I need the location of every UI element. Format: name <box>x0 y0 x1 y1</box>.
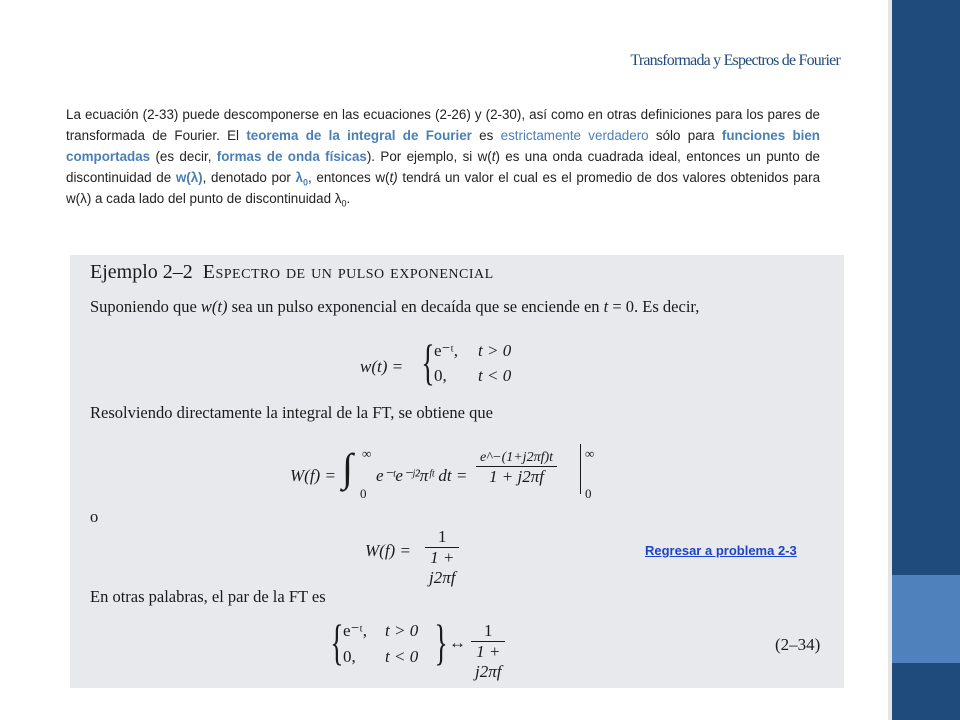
case-value: e⁻ᵗ, <box>343 621 368 640</box>
italic-var: t) <box>389 170 398 185</box>
text-run: Suponiendo que <box>90 297 201 316</box>
text-run: , denotado por <box>202 170 296 185</box>
body-paragraph <box>66 104 820 209</box>
italic-var: t <box>491 149 496 164</box>
fraction-denominator: 1 + j2πf <box>476 466 557 487</box>
highlight-term: formas de onda físicas <box>216 149 367 164</box>
text-run: = 0. Es decir, <box>608 297 700 316</box>
case-condition: t < 0 <box>385 647 419 666</box>
eval-upper: ∞ <box>585 446 595 461</box>
text-run: tendrá un valor el cual es el promedio de dos valores obtenidos para w(λ) a cada lado del punto de discontinuidad λ <box>66 170 821 206</box>
case-value: 0, <box>343 647 356 666</box>
example-heading <box>90 261 494 284</box>
eq4-fraction <box>471 621 505 682</box>
case-value: e⁻ᵗ, <box>434 341 459 360</box>
example-box <box>70 255 844 688</box>
evaluation-bar <box>580 444 581 494</box>
fraction-denominator: 1 + j2πf <box>425 547 459 588</box>
text-run: ). Por ejemplo, si w( <box>366 149 492 164</box>
subscript: 0 <box>302 177 308 188</box>
fraction-denominator: 1 + j2πf <box>471 641 505 682</box>
text-run: , entonces w( <box>308 170 390 185</box>
fraction-numerator: 1 <box>437 527 447 546</box>
left-brace: { <box>330 614 344 670</box>
integral-upper: ∞ <box>362 446 372 461</box>
lambda-symbol: λ <box>295 170 303 185</box>
highlight-term: teorema de la integral de Fourier <box>246 128 472 143</box>
case-condition: t > 0 <box>478 341 512 360</box>
highlight-term <box>295 170 308 188</box>
integrand: e⁻ᵗe⁻ʲ²πᶠᵗ dt = <box>376 466 468 485</box>
sidebar-accent-block <box>888 575 960 663</box>
eq2-fraction <box>476 450 557 487</box>
eq-lhs: W(f) = <box>365 541 411 560</box>
fraction-numerator: 1 <box>483 621 493 640</box>
integral-sign: ∫ <box>342 445 353 490</box>
case-value: 0, <box>434 366 447 385</box>
page-gutter <box>888 0 892 720</box>
right-brace: { <box>434 614 448 670</box>
highlight-term: w(λ) <box>175 170 203 185</box>
example-title: Espectro de un pulso exponencial <box>202 261 494 283</box>
left-brace: { <box>421 334 435 390</box>
equation-number: (2–34) <box>775 635 821 654</box>
back-to-problem-link[interactable]: Regresar a problema 2-3 <box>645 543 797 558</box>
example-line-2: Resolviendo directamente la integral de la FT, se obtiene que <box>90 403 493 422</box>
subscript: 0 <box>341 198 347 209</box>
math-inline: w(t) <box>200 297 228 316</box>
math-inline: t <box>603 297 609 316</box>
text-run: La ecuación (2-33) puede descomponerse en las ecuaciones (2-26) y (2-30), así como en otras definiciones para los pares de transformada de Fourier. El <box>66 107 820 143</box>
eq3-fraction <box>425 527 459 588</box>
case-condition: t > 0 <box>385 621 419 640</box>
eval-lower: 0 <box>585 486 592 501</box>
eq-lhs: W(f) = <box>290 466 336 485</box>
highlight-term: funciones bien comportadas <box>66 128 820 164</box>
right-sidebar <box>888 0 960 720</box>
highlight-term: estrictamente verdadero <box>500 128 649 143</box>
text-run: ) es una onda cuadrada ideal, entonces un punto de discontinuidad de <box>66 149 820 185</box>
text-run: sea un pulso exponencial en decaída que se enciende en <box>227 297 604 316</box>
example-line-4: En otras palabras, el par de la FT es <box>90 587 326 606</box>
eq-lhs: w(t) = <box>360 357 404 376</box>
integral-lower: 0 <box>360 486 367 501</box>
slide-title: Transformada y Espectros de Fourier <box>630 52 840 69</box>
fraction-numerator: e^−(1+j2πf)t <box>480 450 554 465</box>
text-run: es <box>471 128 501 143</box>
example-line-1 <box>90 297 699 317</box>
text-run: . <box>346 191 351 206</box>
text-run: sólo para <box>648 128 722 143</box>
example-line-3: o <box>90 507 99 526</box>
case-condition: t < 0 <box>478 366 512 385</box>
fourier-pair-arrow: ↔ <box>449 633 466 652</box>
text-run: (es decir, <box>150 149 217 164</box>
example-number: Ejemplo 2–2 <box>90 261 193 283</box>
